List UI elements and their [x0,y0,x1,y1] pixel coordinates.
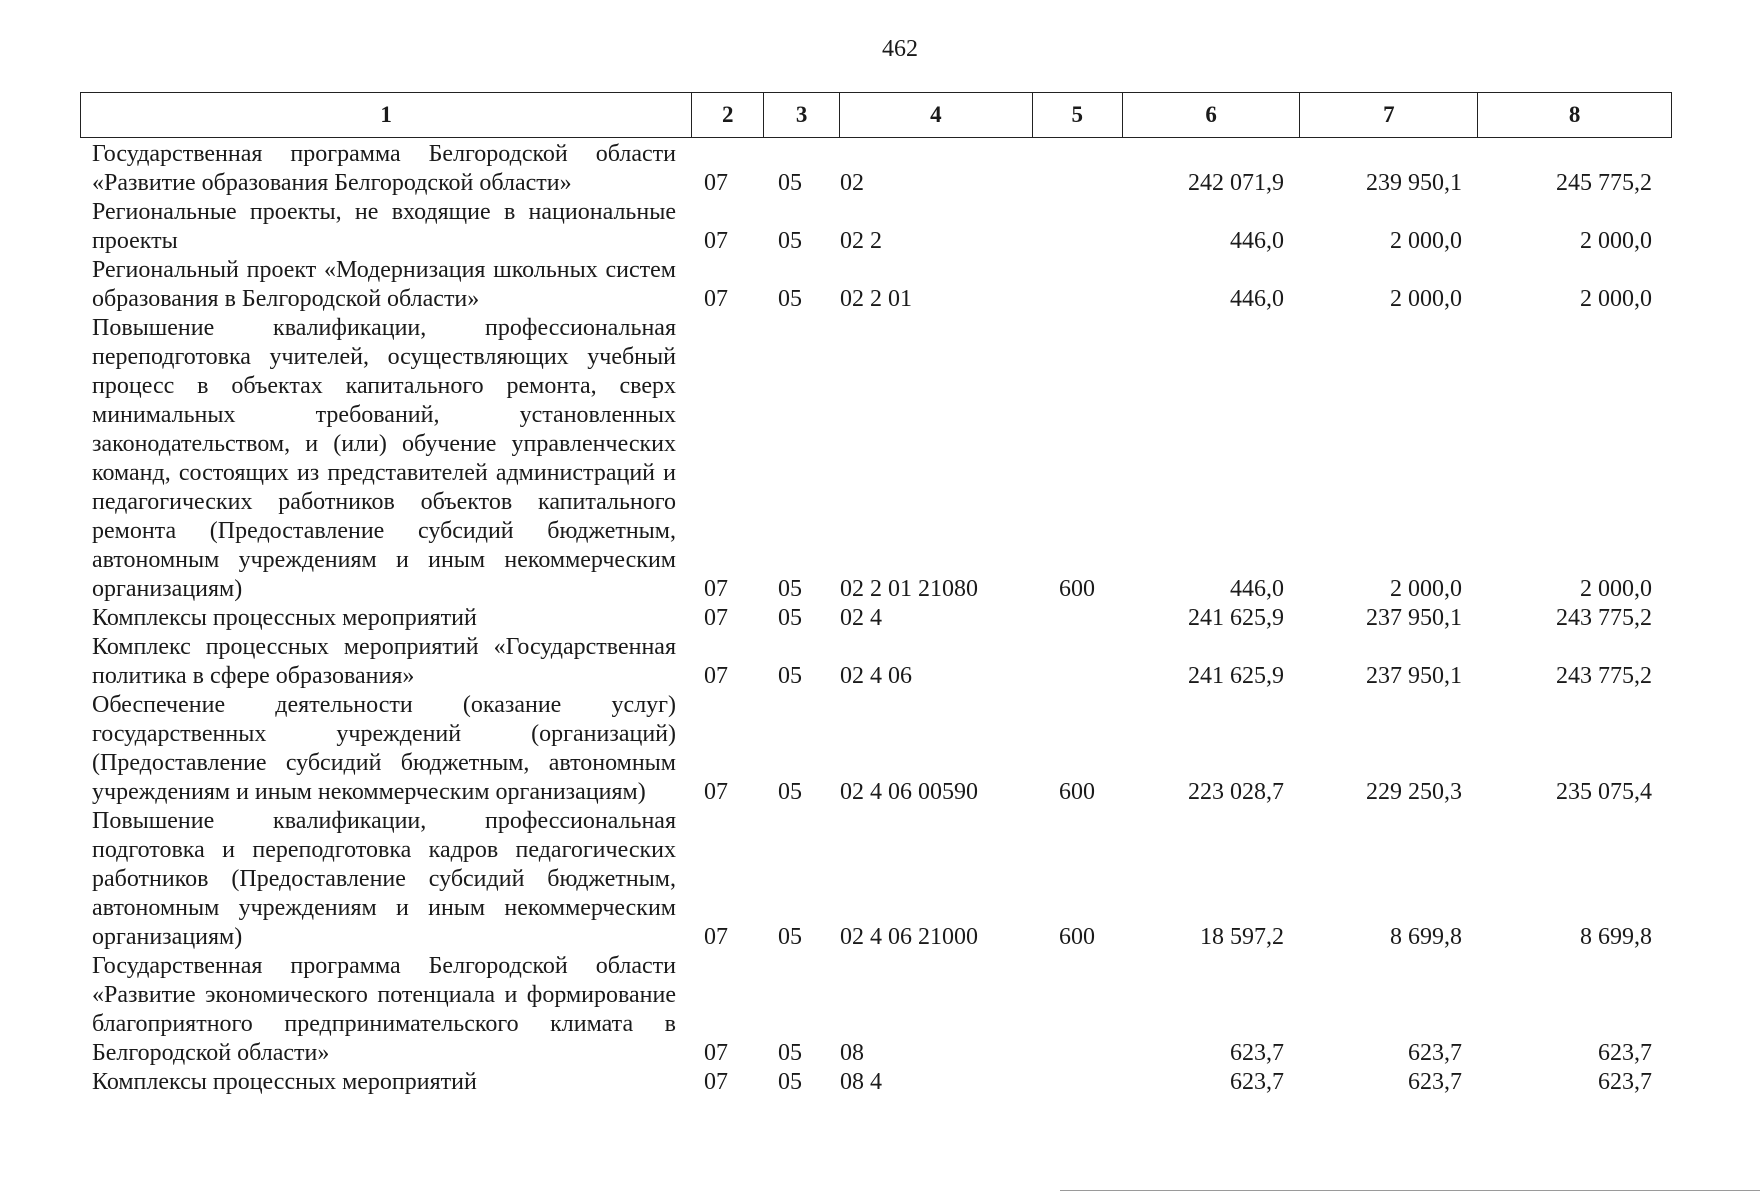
row-amount-8: 243 775,2 [1556,663,1652,689]
row-amount-8: 2 000,0 [1580,286,1652,312]
row-amount-6: 623,7 [1230,1069,1284,1095]
row-name: Комплексы процессных мероприятий [92,1069,477,1095]
row-expense-type: 600 [1059,924,1095,950]
row-target-code: 02 4 06 [840,663,912,689]
row-subsection: 05 [778,286,802,312]
row-name: Государственная программа Белгородской области «Развитие экономического потенциала и формирование благоприятного предпринимательского климата в Белгородской области» [92,953,676,1066]
row-amount-7: 239 950,1 [1366,170,1462,196]
row-section: 07 [704,1040,728,1066]
row-subsection: 05 [778,170,802,196]
row-name: Повышение квалификации, профессиональная подготовка и переподготовка кадров педагогических работников (Предоставление субсидий бюджетным, автономным учреждениям и иным некоммерческим организациям) [92,808,676,950]
row-target-code: 02 2 [840,228,882,254]
row-section: 07 [704,663,728,689]
row-name: Комплексы процессных мероприятий [92,605,477,631]
page-number: 462 [882,36,918,62]
table-body [0,140,1760,1097]
row-subsection: 05 [778,1040,802,1066]
row-amount-8: 8 699,8 [1580,924,1652,950]
row-amount-6: 223 028,7 [1188,779,1284,805]
header-col-6: 6 [1122,93,1300,137]
header-col-3: 3 [763,93,839,137]
row-section: 07 [704,170,728,196]
row-target-code: 02 2 01 [840,286,912,312]
row-amount-6: 242 071,9 [1188,170,1284,196]
row-section: 07 [704,924,728,950]
table-row [0,1068,1760,1097]
row-section: 07 [704,779,728,805]
row-section: 07 [704,605,728,631]
row-target-code: 08 4 [840,1069,882,1095]
row-amount-6: 446,0 [1230,286,1284,312]
row-subsection: 05 [778,605,802,631]
row-amount-8: 2 000,0 [1580,576,1652,602]
row-subsection: 05 [778,576,802,602]
row-target-code: 02 4 [840,605,882,631]
row-amount-6: 18 597,2 [1200,924,1284,950]
row-amount-6: 446,0 [1230,228,1284,254]
table-header [80,92,1672,138]
row-amount-7: 2 000,0 [1390,286,1462,312]
row-name: Повышение квалификации, профессиональная переподготовка учителей, осуществляющих учебный процесс в объектах капитального ремонта, сверх минимальных требований, установленных законодательством, и (или) обучение управленческих команд, состоящих из представителей администраций и педагогических работников объектов капитального ремонта (Предоставление субсидий бюджетным, автономным учреждениям и иным некоммерческим организациям) [92,315,676,602]
row-amount-7: 623,7 [1408,1040,1462,1066]
row-subsection: 05 [778,228,802,254]
table-row [0,633,1760,691]
row-target-code: 02 2 01 21080 [840,576,978,602]
row-subsection: 05 [778,924,802,950]
header-col-4: 4 [839,93,1032,137]
row-name: Государственная программа Белгородской области «Развитие образования Белгородской области» [92,141,676,196]
table-row [0,807,1760,952]
row-amount-7: 8 699,8 [1390,924,1462,950]
row-section: 07 [704,576,728,602]
row-amount-7: 2 000,0 [1390,576,1462,602]
row-section: 07 [704,228,728,254]
row-amount-7: 623,7 [1408,1069,1462,1095]
row-subsection: 05 [778,663,802,689]
row-target-code: 02 [840,170,864,196]
row-amount-8: 2 000,0 [1580,228,1652,254]
row-amount-6: 241 625,9 [1188,605,1284,631]
table-row [0,604,1760,633]
header-col-5: 5 [1032,93,1122,137]
row-amount-7: 237 950,1 [1366,605,1462,631]
row-amount-8: 235 075,4 [1556,779,1652,805]
table-row [0,314,1760,604]
table-row [0,691,1760,807]
row-amount-7: 2 000,0 [1390,228,1462,254]
row-amount-6: 241 625,9 [1188,663,1284,689]
row-subsection: 05 [778,779,802,805]
row-amount-8: 623,7 [1598,1069,1652,1095]
row-amount-7: 237 950,1 [1366,663,1462,689]
table-row [0,952,1760,1068]
row-section: 07 [704,286,728,312]
row-amount-6: 623,7 [1230,1040,1284,1066]
table-row [0,256,1760,314]
row-amount-8: 245 775,2 [1556,170,1652,196]
row-amount-8: 243 775,2 [1556,605,1652,631]
table-row [0,198,1760,256]
row-name: Обеспечение деятельности (оказание услуг) государственных учреждений (организаций) (Предоставление субсидий бюджетным, автономным учреждениям и иным некоммерческим организациям) [92,692,676,805]
header-col-1: 1 [380,102,392,127]
row-target-code: 08 [840,1040,864,1066]
header-col-8: 8 [1477,93,1671,137]
row-amount-7: 229 250,3 [1366,779,1462,805]
scan-edge-line [1060,1190,1760,1191]
row-section: 07 [704,1069,728,1095]
row-target-code: 02 4 06 21000 [840,924,978,950]
row-name: Региональные проекты, не входящие в национальные проекты [92,199,676,254]
row-name: Региональный проект «Модернизация школьных систем образования в Белгородской области» [92,257,676,312]
row-amount-8: 623,7 [1598,1040,1652,1066]
row-name: Комплекс процессных мероприятий «Государственная политика в сфере образования» [92,634,676,689]
header-col-7: 7 [1299,93,1477,137]
header-col-2: 2 [691,93,763,137]
row-expense-type: 600 [1059,576,1095,602]
table-row [0,140,1760,198]
row-expense-type: 600 [1059,779,1095,805]
row-target-code: 02 4 06 00590 [840,779,978,805]
row-amount-6: 446,0 [1230,576,1284,602]
row-subsection: 05 [778,1069,802,1095]
